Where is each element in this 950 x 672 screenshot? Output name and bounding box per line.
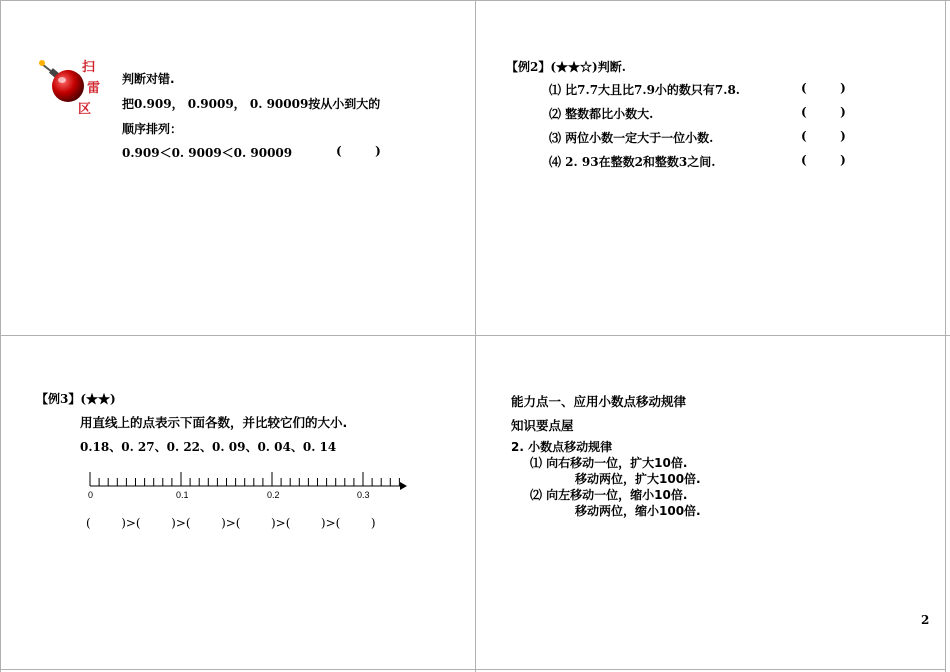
border-bottom [0,669,946,670]
rule-4: 移动两位，缩小100倍. [575,504,701,518]
bomb-char-1: 扫 [82,60,96,75]
q2-item-1: ⑴ 比7.7大且比7.9小的数只有7.8. [549,83,740,97]
border-right [945,0,946,672]
rule-3: ⑵ 向左移动一位，缩小10倍. [530,488,688,502]
axis-label-01: 0.1 [176,490,189,500]
q1-answer-paren[interactable]: ( ) [336,144,381,158]
q2-paren-1[interactable]: ( ) [801,81,846,95]
axis-label-0: 0 [88,490,94,500]
q2-item-2: ⑵ 整数都比小数大. [549,107,654,121]
q1-line-3: 顺序排列： [122,122,183,136]
q1-line-4: 0.909＜0. 9009＜0. 90009 [122,146,293,160]
q3-instruction: 用直线上的点表示下面各数，并比较它们的大小. [80,415,348,430]
number-line [80,468,410,508]
q3-answer-line[interactable]: ( )>( )>( )>( )>( )>( ) [86,516,376,530]
q2-heading: 【例2】(★★☆)判断. [506,60,626,74]
q2-paren-3[interactable]: ( ) [801,129,846,143]
q3-heading: 【例3】(★★) [36,392,116,406]
q2-paren-2[interactable]: ( ) [801,105,846,119]
rule-1: ⑴ 向右移动一位，扩大10倍. [530,456,688,470]
axis-label-02: 0.2 [267,490,280,500]
vertical-divider [475,0,476,672]
q3-numbers: 0.18、0. 27、0. 22、0. 09、0. 04、0. 14 [80,440,337,454]
q2-paren-4[interactable]: ( ) [801,153,846,167]
knowledge-title: 能力点一、应用小数点移动规律 [511,394,687,409]
knowledge-point: 2. 小数点移动规律 [511,440,613,454]
knowledge-subtitle: 知识要点屋 [511,418,574,433]
rule-2: 移动两位，扩大100倍. [575,472,701,486]
bomb-char-2: 雷 [87,81,101,96]
border-left [0,0,1,672]
border-top [0,0,950,1]
axis-label-03: 0.3 [357,490,370,500]
q2-item-4: ⑷ 2. 93在整数2和整数3之间. [549,155,716,169]
horizontal-divider [0,335,950,336]
page-number: 2 [921,613,930,627]
bomb-char-3: 区 [78,102,92,117]
q2-item-3: ⑶ 两位小数一定大于一位小数. [549,131,714,145]
q1-line-2: 把0.909， 0.9009， 0. 90009按从小到大的 [122,97,381,111]
q1-line-1: 判断对错. [122,72,175,86]
